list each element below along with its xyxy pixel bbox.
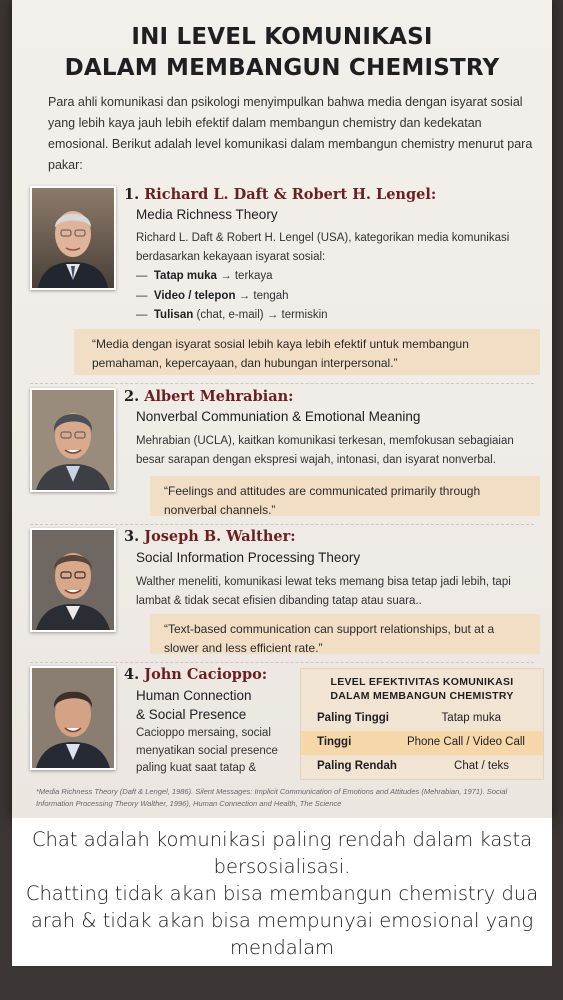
portrait-image xyxy=(32,390,114,490)
expert-3-name xyxy=(124,528,296,545)
expert-3-theory: Social Information Processing Theory xyxy=(136,550,361,565)
expert-4-theory xyxy=(136,686,252,724)
section-divider xyxy=(30,662,534,663)
poster-title xyxy=(12,22,552,84)
expert-2-quote: “Feelings and attitudes are communicated primarily through nonverbal channels.” xyxy=(150,476,540,516)
table-heading-line-2: DALAM MEMBANGUN CHEMISTRY xyxy=(330,690,514,702)
table-row xyxy=(301,755,543,779)
effectiveness-table xyxy=(300,668,544,780)
expert-3-number: 3. xyxy=(124,528,140,545)
caption-line-4: arah & tidak akan bisa mempunyai emosional yang xyxy=(30,909,534,932)
table-heading-line-1: LEVEL EFEKTIVITAS KOMUNIKASI xyxy=(330,676,514,688)
expert-2-body: Mehrabian (UCLA), kaitkan komunikasi terkesan, memfokusan sebagiaian besar sarapan dengan ekspresi wajah, intonasi, dan isyarat nonverbal. xyxy=(136,435,514,466)
title-line-1: INI LEVEL KOMUNIKASI xyxy=(131,24,433,50)
table-medium: Chat / teks xyxy=(454,760,509,772)
infographic-poster xyxy=(12,0,552,820)
bullet-item: — Tatap muka → terkaya xyxy=(136,270,273,282)
caption-box xyxy=(12,818,552,966)
expert-2-theory: Nonverbal Communiation & Emotional Meaning xyxy=(136,409,421,424)
photo-albert-mehrabian xyxy=(30,388,116,492)
caption-line-2: bersosialisasi. xyxy=(213,855,351,878)
photo-john-cacioppo xyxy=(30,666,116,770)
footnote-references: *Media Richness Theory (Daft & Lengel, 1986). Silent Messages: Implicit Communication of Emotions and Attitudes (Mehrabian, 1971). Social Information Processing Theory Walther, 1996), Human Connection and Health, The Science xyxy=(36,787,508,808)
expert-4-number: 4. xyxy=(124,666,140,683)
expert-3-name-text: Joseph B. Walther: xyxy=(144,528,296,545)
caption-line-1: Chat adalah komunikasi paling rendah dalam kasta xyxy=(31,828,533,851)
expert-1-body: Richard L. Daft & Robert H. Lengel (USA), kategorikan media komunikasi berdasarkan kekayaan isyarat sosial: xyxy=(136,232,510,263)
expert-4-name-text: John Cacioppo: xyxy=(144,666,268,683)
expert-3-quote: “Text-based communication can support relationships, but at a slower and less efficient rate.” xyxy=(150,614,540,654)
expert-1-name-text: Richard L. Daft & Robert H. Lengel: xyxy=(144,186,437,203)
portrait-image xyxy=(32,530,114,630)
section-divider xyxy=(30,383,534,384)
expert-1-quote: “Media dengan isyarat sosial lebih kaya lebih efektif untuk membangun pemahaman, kepercayaan, dan hubungan interpersonal.” xyxy=(74,329,540,375)
intro-paragraph: Para ahli komunikasi dan psikologi menyimpulkan bahwa media dengan isyarat sosial yang lebih kaya jauh lebih efektif dalam membangun chemistry dan kedekatan emosional. Berikut adalah level komunikasi dalam membangun chemistry menurut para pakar: xyxy=(48,95,533,172)
expert-4-body: Cacioppo mersaing, social menyatikan social presence paling kuat saat tatap & xyxy=(136,727,278,774)
expert-1-name xyxy=(124,186,436,203)
caption-line-3: Chatting tidak akan bisa membangun chemistry dua xyxy=(25,882,539,905)
photo-joseph-walther xyxy=(30,528,116,632)
expert-4-theory-line-2: & Social Presence xyxy=(136,707,247,722)
bullet-item: — Video / telepon → tengah xyxy=(136,289,289,302)
expert-4-name xyxy=(124,666,267,683)
expert-2-number: 2. xyxy=(124,388,140,405)
table-medium: Phone Call / Video Call xyxy=(406,736,525,748)
title-line-2: DALAM MEMBANGUN CHEMISTRY xyxy=(64,55,500,81)
portrait-image xyxy=(32,188,114,288)
section-divider xyxy=(30,524,534,525)
expert-3-body: Walther meneliti, komunikasi lewat teks memang bisa tetap jadi lebih, tapi lambat & tidak secat efisien dibanding tatap atau suara.. xyxy=(136,576,511,607)
expert-2-name-text: Albert Mehrabian: xyxy=(144,388,294,405)
table-level: Paling Tinggi xyxy=(317,712,389,724)
table-heading xyxy=(301,675,543,703)
table-row xyxy=(301,731,543,755)
expert-1-number: 1. xyxy=(124,186,140,203)
photo-richard-daft xyxy=(30,186,116,290)
expert-1-theory: Media Richness Theory xyxy=(136,207,278,222)
table-medium: Tatap muka xyxy=(441,712,501,724)
table-row xyxy=(301,707,543,731)
portrait-image xyxy=(32,668,114,768)
bullet-item: — Tulisan (chat, e-mail) → termiskin xyxy=(136,309,328,321)
table-level: Tinggi xyxy=(317,736,352,748)
expert-2-name xyxy=(124,388,294,405)
expert-1-bullet-list xyxy=(136,267,516,326)
table-level: Paling Rendah xyxy=(317,760,397,772)
expert-4-theory-line-1: Human Connection xyxy=(136,688,252,703)
caption-line-5: mendalam xyxy=(229,936,335,959)
